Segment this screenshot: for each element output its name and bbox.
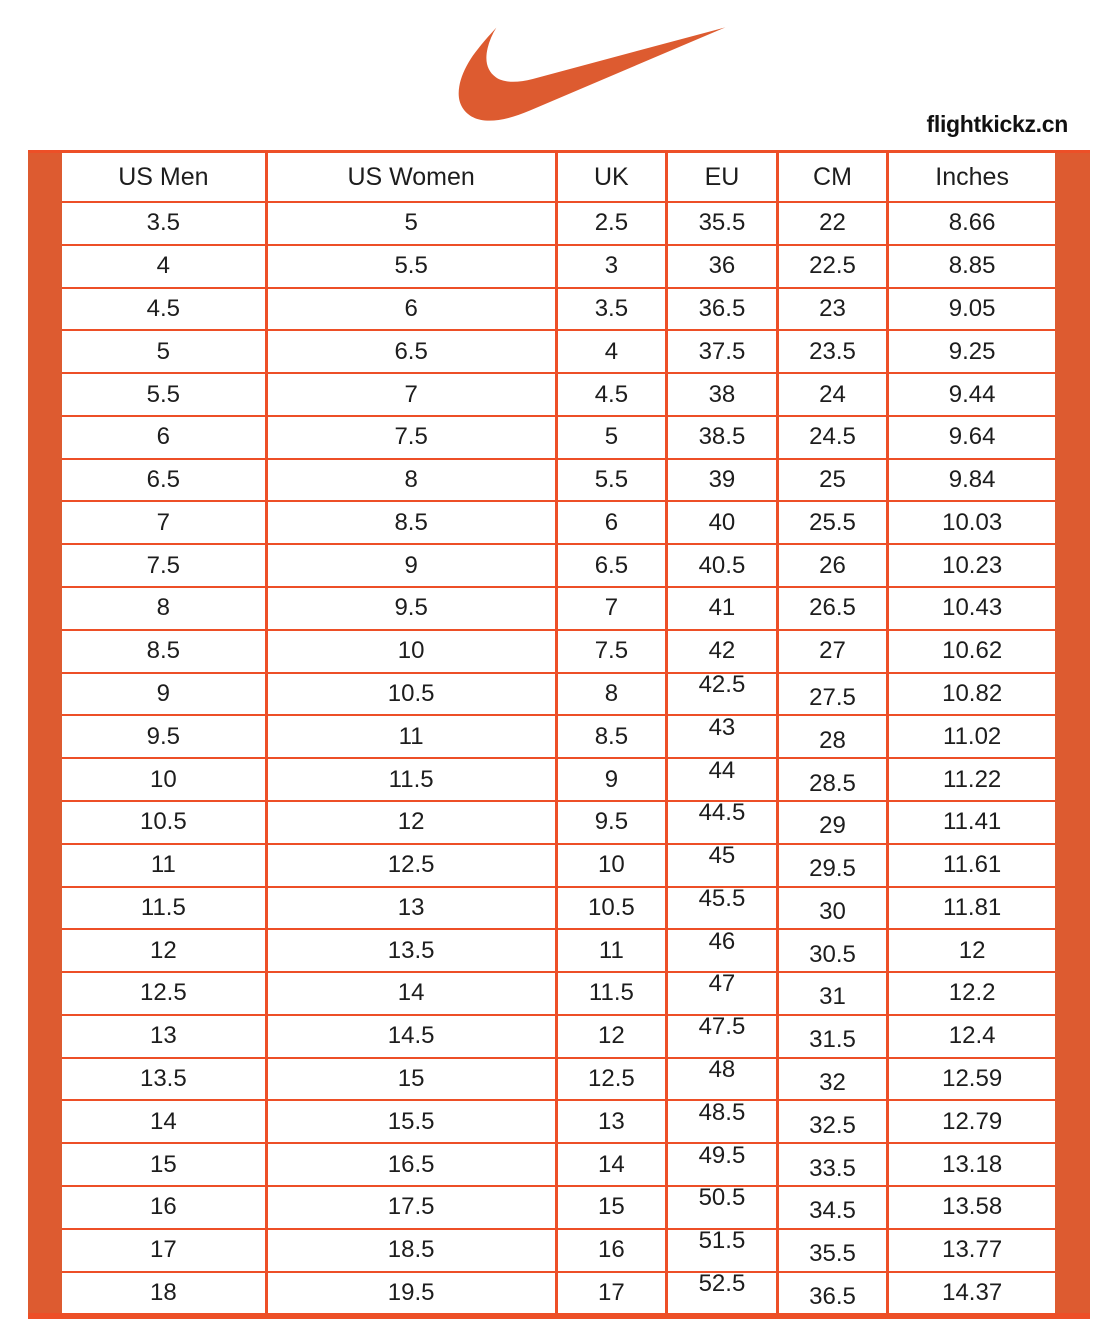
cell-us-women: 6.5	[266, 330, 556, 373]
cell-us-women: 10.5	[266, 673, 556, 716]
header-us-women: US Women	[266, 153, 556, 202]
cell-us-men: 5	[62, 330, 266, 373]
table-row	[62, 972, 1055, 1015]
cell-eu: 45	[667, 844, 778, 887]
cell-eu: 42.5	[667, 673, 778, 716]
cell-eu: 37.5	[667, 330, 778, 373]
cell-us-women: 16.5	[266, 1143, 556, 1186]
cell-cm: 23.5	[777, 330, 888, 373]
cell-us-men: 14	[62, 1100, 266, 1143]
cell-cm: 25	[777, 459, 888, 502]
cell-uk: 11	[556, 929, 667, 972]
cell-inches: 9.05	[888, 288, 1055, 331]
cell-eu: 46	[667, 929, 778, 972]
cell-us-men: 11	[62, 844, 266, 887]
cell-uk: 4	[556, 330, 667, 373]
cell-us-men: 8.5	[62, 630, 266, 673]
cell-us-women: 14	[266, 972, 556, 1015]
table-row	[62, 544, 1055, 587]
cell-us-women: 9.5	[266, 587, 556, 630]
cell-cm: 27	[777, 630, 888, 673]
cell-us-men: 6.5	[62, 459, 266, 502]
cell-eu: 45.5	[667, 887, 778, 930]
cell-eu: 47	[667, 972, 778, 1015]
cell-us-men: 7.5	[62, 544, 266, 587]
cell-eu: 38	[667, 373, 778, 416]
cell-uk: 3	[556, 245, 667, 288]
cell-eu: 36.5	[667, 288, 778, 331]
cell-inches: 10.62	[888, 630, 1055, 673]
cell-uk: 4.5	[556, 373, 667, 416]
cell-eu: 42	[667, 630, 778, 673]
cell-inches: 12.4	[888, 1015, 1055, 1058]
cell-us-men: 13.5	[62, 1058, 266, 1101]
cell-us-women: 12	[266, 801, 556, 844]
cell-us-women: 19.5	[266, 1272, 556, 1313]
cell-eu: 44	[667, 758, 778, 801]
cell-cm: 28	[777, 715, 888, 758]
table-row	[62, 1143, 1055, 1186]
cell-inches: 13.18	[888, 1143, 1055, 1186]
header-us-men: US Men	[62, 153, 266, 202]
cell-uk: 12.5	[556, 1058, 667, 1101]
table-row	[62, 459, 1055, 502]
cell-uk: 2.5	[556, 202, 667, 245]
cell-cm: 25.5	[777, 501, 888, 544]
cell-uk: 11.5	[556, 972, 667, 1015]
cell-cm: 33.5	[777, 1143, 888, 1186]
cell-eu: 48.5	[667, 1100, 778, 1143]
cell-us-men: 3.5	[62, 202, 266, 245]
cell-eu: 44.5	[667, 801, 778, 844]
table-row	[62, 1229, 1055, 1272]
cell-inches: 14.37	[888, 1272, 1055, 1313]
header-uk: UK	[556, 153, 667, 202]
cell-cm: 32.5	[777, 1100, 888, 1143]
cell-uk: 16	[556, 1229, 667, 1272]
cell-inches: 10.82	[888, 673, 1055, 716]
cell-us-men: 6	[62, 416, 266, 459]
cell-us-men: 8	[62, 587, 266, 630]
cell-us-women: 12.5	[266, 844, 556, 887]
cell-eu: 52.5	[667, 1272, 778, 1313]
cell-us-men: 11.5	[62, 887, 266, 930]
cell-uk: 17	[556, 1272, 667, 1313]
header-eu: EU	[667, 153, 778, 202]
table-row	[62, 929, 1055, 972]
cell-us-men: 5.5	[62, 373, 266, 416]
cell-cm: 23	[777, 288, 888, 331]
cell-us-women: 15.5	[266, 1100, 556, 1143]
cell-inches: 9.84	[888, 459, 1055, 502]
cell-inches: 9.25	[888, 330, 1055, 373]
cell-uk: 15	[556, 1186, 667, 1229]
cell-cm: 31.5	[777, 1015, 888, 1058]
table-row	[62, 501, 1055, 544]
left-accent-bar	[28, 153, 62, 1313]
watermark-text: flightkickz.cn	[926, 111, 1068, 137]
cell-inches: 9.44	[888, 373, 1055, 416]
size-table-body	[62, 202, 1055, 1313]
cell-cm: 22.5	[777, 245, 888, 288]
cell-us-women: 13.5	[266, 929, 556, 972]
cell-us-men: 16	[62, 1186, 266, 1229]
cell-uk: 12	[556, 1015, 667, 1058]
table-row	[62, 288, 1055, 331]
cell-uk: 14	[556, 1143, 667, 1186]
size-chart	[28, 150, 1090, 1319]
table-row	[62, 1272, 1055, 1313]
table-row	[62, 715, 1055, 758]
header-inches: Inches	[888, 153, 1055, 202]
cell-us-men: 13	[62, 1015, 266, 1058]
cell-inches: 11.41	[888, 801, 1055, 844]
table-row	[62, 587, 1055, 630]
cell-us-men: 4	[62, 245, 266, 288]
table-row	[62, 416, 1055, 459]
cell-us-women: 8.5	[266, 501, 556, 544]
cell-cm: 32	[777, 1058, 888, 1101]
size-table-header	[62, 153, 1055, 202]
cell-us-women: 7.5	[266, 416, 556, 459]
cell-us-women: 17.5	[266, 1186, 556, 1229]
table-row	[62, 758, 1055, 801]
cell-eu: 40	[667, 501, 778, 544]
cell-uk: 6.5	[556, 544, 667, 587]
cell-eu: 51.5	[667, 1229, 778, 1272]
cell-us-women: 11.5	[266, 758, 556, 801]
cell-uk: 8	[556, 673, 667, 716]
cell-eu: 39	[667, 459, 778, 502]
cell-us-women: 18.5	[266, 1229, 556, 1272]
cell-us-men: 15	[62, 1143, 266, 1186]
cell-us-men: 9	[62, 673, 266, 716]
cell-cm: 35.5	[777, 1229, 888, 1272]
nike-swoosh-icon	[452, 24, 732, 124]
table-row	[62, 245, 1055, 288]
cell-cm: 29	[777, 801, 888, 844]
cell-inches: 12	[888, 929, 1055, 972]
cell-us-men: 18	[62, 1272, 266, 1313]
cell-us-women: 14.5	[266, 1015, 556, 1058]
cell-cm: 31	[777, 972, 888, 1015]
header-row	[62, 153, 1055, 202]
cell-inches: 11.61	[888, 844, 1055, 887]
cell-uk: 8.5	[556, 715, 667, 758]
cell-eu: 50.5	[667, 1186, 778, 1229]
cell-uk: 5	[556, 416, 667, 459]
cell-eu: 49.5	[667, 1143, 778, 1186]
cell-uk: 5.5	[556, 459, 667, 502]
cell-inches: 9.64	[888, 416, 1055, 459]
cell-cm: 22	[777, 202, 888, 245]
cell-us-women: 6	[266, 288, 556, 331]
table-row	[62, 1186, 1055, 1229]
cell-inches: 11.22	[888, 758, 1055, 801]
cell-us-women: 15	[266, 1058, 556, 1101]
cell-uk: 13	[556, 1100, 667, 1143]
cell-uk: 9.5	[556, 801, 667, 844]
cell-us-men: 12.5	[62, 972, 266, 1015]
table-row	[62, 673, 1055, 716]
table-row	[62, 1100, 1055, 1143]
cell-inches: 12.2	[888, 972, 1055, 1015]
cell-us-men: 9.5	[62, 715, 266, 758]
table-row	[62, 373, 1055, 416]
cell-cm: 36.5	[777, 1272, 888, 1313]
cell-eu: 47.5	[667, 1015, 778, 1058]
table-row	[62, 1058, 1055, 1101]
cell-us-men: 10	[62, 758, 266, 801]
cell-eu: 36	[667, 245, 778, 288]
cell-us-women: 10	[266, 630, 556, 673]
cell-inches: 11.02	[888, 715, 1055, 758]
cell-cm: 30	[777, 887, 888, 930]
cell-cm: 34.5	[777, 1186, 888, 1229]
cell-inches: 11.81	[888, 887, 1055, 930]
cell-cm: 24.5	[777, 416, 888, 459]
cell-cm: 26	[777, 544, 888, 587]
cell-inches: 8.66	[888, 202, 1055, 245]
cell-eu: 48	[667, 1058, 778, 1101]
cell-us-women: 11	[266, 715, 556, 758]
cell-us-men: 17	[62, 1229, 266, 1272]
cell-uk: 7	[556, 587, 667, 630]
cell-inches: 12.59	[888, 1058, 1055, 1101]
cell-us-men: 12	[62, 929, 266, 972]
cell-cm: 27.5	[777, 673, 888, 716]
cell-uk: 10	[556, 844, 667, 887]
cell-inches: 13.58	[888, 1186, 1055, 1229]
cell-cm: 28.5	[777, 758, 888, 801]
cell-eu: 41	[667, 587, 778, 630]
cell-uk: 6	[556, 501, 667, 544]
cell-eu: 40.5	[667, 544, 778, 587]
cell-us-women: 9	[266, 544, 556, 587]
cell-eu: 43	[667, 715, 778, 758]
cell-inches: 13.77	[888, 1229, 1055, 1272]
cell-us-women: 7	[266, 373, 556, 416]
cell-inches: 10.23	[888, 544, 1055, 587]
cell-uk: 7.5	[556, 630, 667, 673]
cell-us-men: 7	[62, 501, 266, 544]
table-row	[62, 202, 1055, 245]
cell-eu: 35.5	[667, 202, 778, 245]
cell-us-women: 8	[266, 459, 556, 502]
cell-us-women: 5.5	[266, 245, 556, 288]
right-accent-bar	[1055, 153, 1090, 1313]
cell-eu: 38.5	[667, 416, 778, 459]
table-row	[62, 801, 1055, 844]
cell-us-women: 13	[266, 887, 556, 930]
cell-cm: 30.5	[777, 929, 888, 972]
table-row	[62, 887, 1055, 930]
table-row	[62, 330, 1055, 373]
cell-cm: 24	[777, 373, 888, 416]
cell-uk: 9	[556, 758, 667, 801]
size-table	[62, 153, 1055, 1313]
cell-uk: 10.5	[556, 887, 667, 930]
cell-cm: 29.5	[777, 844, 888, 887]
table-row	[62, 1015, 1055, 1058]
cell-us-men: 10.5	[62, 801, 266, 844]
cell-inches: 10.03	[888, 501, 1055, 544]
table-row	[62, 844, 1055, 887]
cell-us-men: 4.5	[62, 288, 266, 331]
header-cm: CM	[777, 153, 888, 202]
cell-cm: 26.5	[777, 587, 888, 630]
cell-inches: 8.85	[888, 245, 1055, 288]
cell-inches: 10.43	[888, 587, 1055, 630]
cell-inches: 12.79	[888, 1100, 1055, 1143]
cell-uk: 3.5	[556, 288, 667, 331]
table-row	[62, 630, 1055, 673]
cell-us-women: 5	[266, 202, 556, 245]
